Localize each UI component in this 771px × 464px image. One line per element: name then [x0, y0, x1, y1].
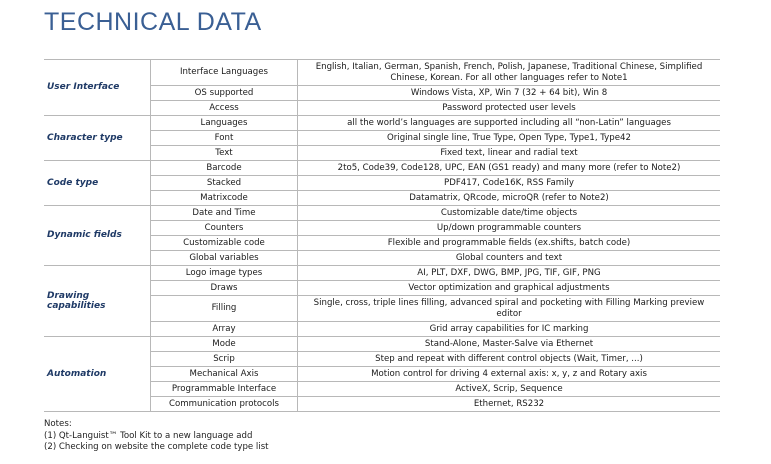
note-1: (1) Qt-Languist™ Tool Kit to a new language add — [44, 430, 253, 441]
table-row — [44, 337, 720, 352]
category-user-interface: User Interface — [44, 60, 151, 116]
feature-value: Global counters and text — [298, 251, 721, 266]
feature-value: Flexible and programmable fields (ex.shifts, batch code) — [298, 236, 721, 251]
feature-label: Date and Time — [151, 206, 298, 221]
table-row — [44, 266, 720, 281]
feature-label: Mode — [151, 337, 298, 352]
table-row — [44, 60, 720, 86]
feature-value: ActiveX, Scrip, Sequence — [298, 382, 721, 397]
feature-label: Matrixcode — [151, 191, 298, 206]
feature-label: Text — [151, 146, 298, 161]
feature-value: AI, PLT, DXF, DWG, BMP, JPG, TIF, GIF, PNG — [298, 266, 721, 281]
feature-value: Windows Vista, XP, Win 7 (32 + 64 bit), Win 8 — [298, 86, 721, 101]
feature-label: Barcode — [151, 161, 298, 176]
feature-value: Grid array capabilities for IC marking — [298, 322, 721, 337]
feature-label: Mechanical Axis — [151, 367, 298, 382]
table-row — [44, 116, 720, 131]
feature-value: Step and repeat with different control objects (Wait, Timer, ...) — [298, 352, 721, 367]
feature-value: Datamatrix, QRcode, microQR (refer to Note2) — [298, 191, 721, 206]
feature-value: 2to5, Code39, Code128, UPC, EAN (GS1 ready) and many more (refer to Note2) — [298, 161, 721, 176]
category-automation: Automation — [44, 337, 151, 412]
feature-value: Customizable date/time objects — [298, 206, 721, 221]
category-character-type: Character type — [44, 116, 151, 161]
technical-data-table — [44, 59, 720, 412]
feature-label: Scrip — [151, 352, 298, 367]
feature-value: Stand-Alone, Master-Salve via Ethernet — [298, 337, 721, 352]
notes-section — [44, 419, 269, 454]
notes-heading: Notes: — [44, 419, 72, 429]
feature-value: Original single line, True Type, Open Type, Type1, Type42 — [298, 131, 721, 146]
feature-label: OS supported — [151, 86, 298, 101]
category-code-type: Code type — [44, 161, 151, 206]
feature-value: Vector optimization and graphical adjustments — [298, 281, 721, 296]
feature-label: Interface Languages — [151, 60, 298, 86]
table-row — [44, 206, 720, 221]
feature-label: Stacked — [151, 176, 298, 191]
feature-label: Draws — [151, 281, 298, 296]
feature-value: Up/down programmable counters — [298, 221, 721, 236]
feature-label: Access — [151, 101, 298, 116]
table-row — [44, 161, 720, 176]
note-2: (2) Checking on website the complete code type list — [44, 442, 269, 453]
feature-value: all the world’s languages are supported including all “non-Latin” languages — [298, 116, 721, 131]
feature-label: Customizable code — [151, 236, 298, 251]
feature-value: PDF417, Code16K, RSS Family — [298, 176, 721, 191]
page-title: TECHNICAL DATA — [44, 8, 262, 36]
feature-label: Global variables — [151, 251, 298, 266]
feature-label: Languages — [151, 116, 298, 131]
feature-label: Counters — [151, 221, 298, 236]
feature-value: Password protected user levels — [298, 101, 721, 116]
feature-label: Communication protocols — [151, 397, 298, 412]
feature-label: Font — [151, 131, 298, 146]
feature-value: Motion control for driving 4 external axis: x, y, z and Rotary axis — [298, 367, 721, 382]
category-dynamic-fields: Dynamic fields — [44, 206, 151, 266]
feature-value: English, Italian, German, Spanish, French, Polish, Japanese, Traditional Chinese, Simplified Chinese, Korean. For all other languages refer to Note1 — [298, 60, 721, 86]
feature-value: Single, cross, triple lines filling, advanced spiral and pocketing with Filling Marking preview editor — [298, 296, 721, 322]
feature-label: Filling — [151, 296, 298, 322]
feature-value: Fixed text, linear and radial text — [298, 146, 721, 161]
category-drawing-capabilities: Drawing capabilities — [44, 266, 151, 337]
feature-label: Programmable Interface — [151, 382, 298, 397]
feature-label: Logo image types — [151, 266, 298, 281]
feature-value: Ethernet, RS232 — [298, 397, 721, 412]
feature-label: Array — [151, 322, 298, 337]
